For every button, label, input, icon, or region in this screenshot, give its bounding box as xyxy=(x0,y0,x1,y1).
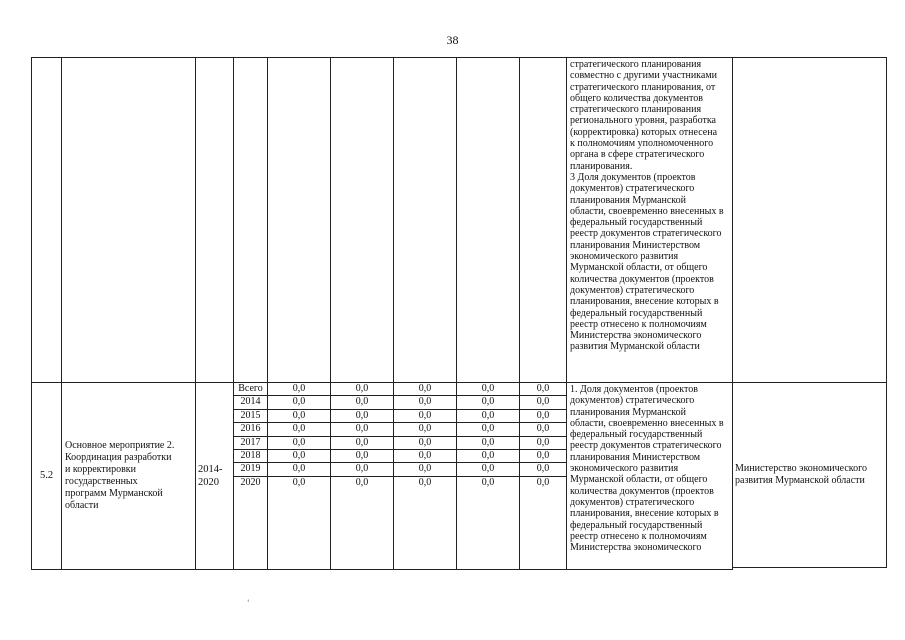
table-cell: 0,0 xyxy=(394,423,456,436)
row-code: 5.2 xyxy=(32,383,62,570)
name-cell-empty xyxy=(62,58,196,383)
table-cell: 0,0 xyxy=(331,383,393,396)
table-cell: 0,0 xyxy=(268,437,330,450)
table-cell: 0,0 xyxy=(457,396,519,409)
table-cell: 0,0 xyxy=(268,410,330,423)
year-cell-empty xyxy=(234,58,268,383)
measure-name: Основное мероприятие 2. Координация разработки и корректировки государственных программ Мурманской области xyxy=(62,383,196,570)
table-cell: 0,0 xyxy=(268,450,330,463)
table-cell: 0,0 xyxy=(394,410,456,423)
indicators-cell: стратегического планирования совместно с другими участниками стратегического планирования, от общего количества документов стратегического планирования регионального уровня, разработка (корректировка) которых отнесена к полномочиям уполномоченного органа в сфере стратегического планирования. 3 Доля документов (проектов документов) стратегического планирования Мурманской области, своевременно внесенных в федеральный государственный реестр документов стратегического планирования Министерством экономического развития Мурманской области, от общего количества документов (проектов документов) стратегического планирования, внесение которых в федеральный государственный реестр отнесено к полномочиям Министерства экономического развития Мурманской области xyxy=(567,58,733,383)
table-cell: 2017 xyxy=(234,437,267,450)
table-cell: 0,0 xyxy=(268,463,330,476)
scan-mark: ʻ xyxy=(247,598,250,607)
table-cell: 0,0 xyxy=(394,396,456,409)
table-cell: 0,0 xyxy=(268,396,330,409)
value-cell-empty xyxy=(331,58,394,383)
table-cell: 0,0 xyxy=(268,423,330,436)
period: 2014- 2020 xyxy=(196,383,234,570)
funding-column-1 xyxy=(268,383,331,570)
table-cell: 2016 xyxy=(234,423,267,436)
value-cell-empty xyxy=(268,58,331,383)
table-cell: 0,0 xyxy=(520,383,566,396)
value-cell-empty xyxy=(457,58,520,383)
period-cell-empty xyxy=(196,58,234,383)
table-cell: Всего xyxy=(234,383,267,396)
table-cell: 0,0 xyxy=(331,423,393,436)
table-cell: 2020 xyxy=(240,476,261,488)
table-cell: 2018 xyxy=(234,450,267,463)
funding-column-2 xyxy=(331,383,394,570)
table-cell: 0,0 xyxy=(457,410,519,423)
code-cell-empty xyxy=(32,58,62,383)
table-cell: 0,0 xyxy=(268,383,330,396)
table-cell: 0,0 xyxy=(457,437,519,450)
table-cell: 0,0 xyxy=(331,410,393,423)
table-cell: 0,0 xyxy=(457,383,519,396)
table-cell: 0,0 xyxy=(481,476,495,488)
table-cell: 0,0 xyxy=(536,476,550,488)
table-cell: 0,0 xyxy=(520,423,566,436)
table-cell: 0,0 xyxy=(520,396,566,409)
funding-column-4 xyxy=(457,383,520,570)
table-cell: 0,0 xyxy=(520,463,566,476)
table-cell: 0,0 xyxy=(331,463,393,476)
table-cell: 0,0 xyxy=(520,437,566,450)
table-cell: 2015 xyxy=(234,410,267,423)
table-cell: 0,0 xyxy=(331,437,393,450)
value-cell-empty xyxy=(394,58,457,383)
page-number: 38 xyxy=(446,33,459,47)
program-table xyxy=(31,57,733,570)
years-column xyxy=(234,383,268,570)
table-cell: 0,0 xyxy=(394,463,456,476)
table-row-5-2 xyxy=(32,383,733,570)
executor-cell xyxy=(732,382,887,568)
indicators-cell: 1. Доля документов (проектов документов) стратегического планирования Мурманской области, своевременно внесенных в федеральный государственный реестр документов стратегического планирования Министерством экономического развития Мурманской области, от общего количества документов (проектов документов) стратегического планирования, внесение которых в федеральный государственный реестр отнесено к полномочиям Министерства экономического xyxy=(567,383,733,570)
funding-column-5 xyxy=(520,383,567,570)
continuation-row xyxy=(32,58,733,383)
executor-text: Министерство экономического развития Мурманской области xyxy=(735,463,867,486)
table-cell: 2019 xyxy=(234,463,267,476)
table-cell: 2014 xyxy=(234,396,267,409)
table-cell: 0,0 xyxy=(331,450,393,463)
table-cell: 0,0 xyxy=(457,423,519,436)
table-cell: 0,0 xyxy=(355,476,369,488)
table-cell: 0,0 xyxy=(331,396,393,409)
table-cell: 0,0 xyxy=(394,450,456,463)
table-cell: 0,0 xyxy=(418,476,432,488)
table-cell: 0,0 xyxy=(292,476,306,488)
table-cell: 0,0 xyxy=(394,437,456,450)
table-cell: 0,0 xyxy=(520,410,566,423)
table-cell: 0,0 xyxy=(520,450,566,463)
table-cell: 0,0 xyxy=(394,383,456,396)
table-cell: 0,0 xyxy=(457,463,519,476)
funding-column-3 xyxy=(394,383,457,570)
executor-cell-empty xyxy=(732,57,887,382)
value-cell-empty xyxy=(520,58,567,383)
table-cell: 0,0 xyxy=(457,450,519,463)
